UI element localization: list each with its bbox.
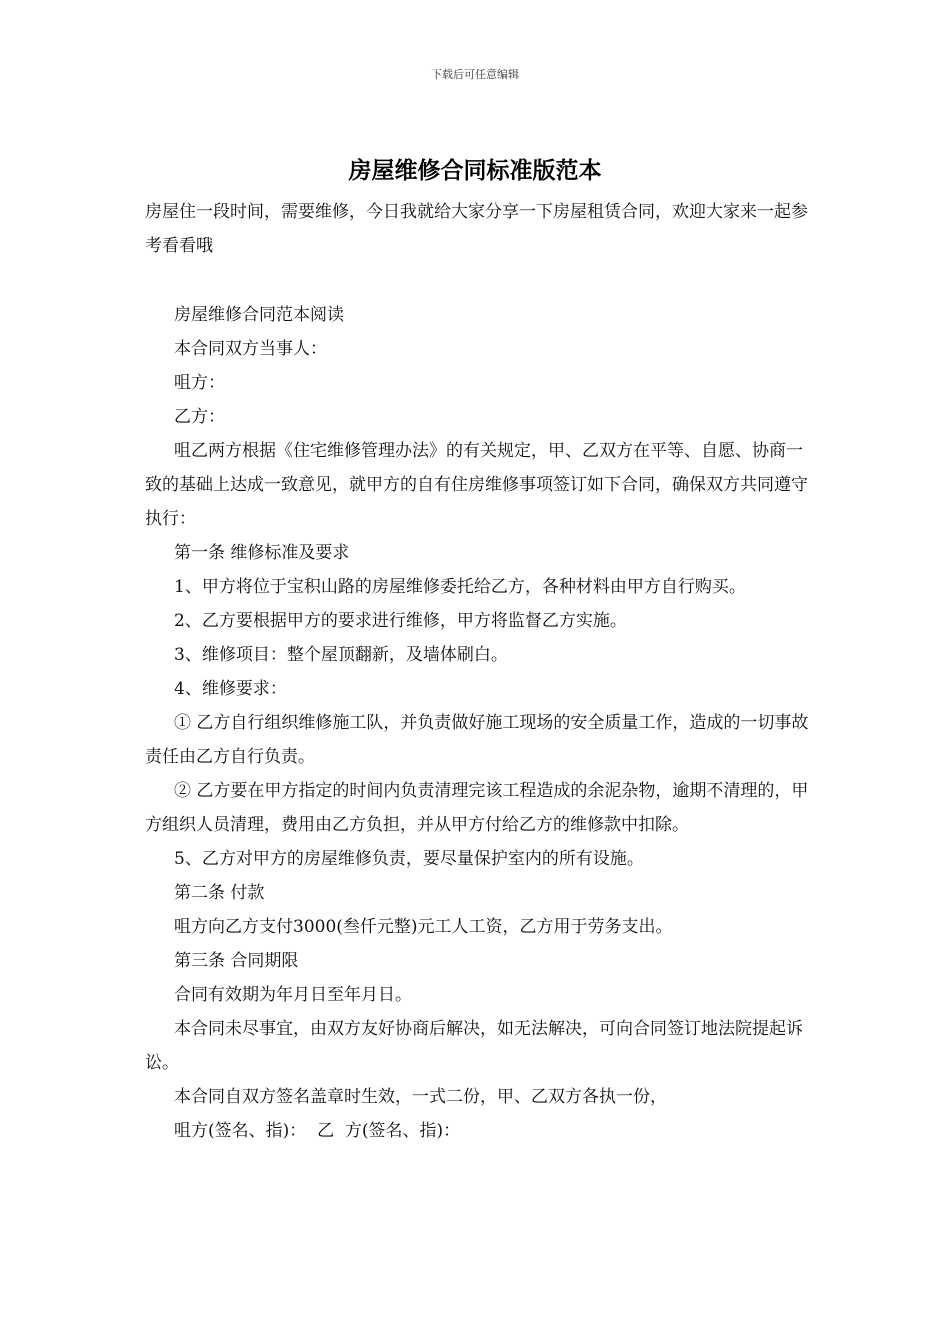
clause-4-item-2: ② 乙方要在甲方指定的时间内负责清理完该工程造成的余泥杂物，逾期不清理的，甲方组织人员清理，费用由乙方负担，并从甲方付给乙方的维修款中扣除。 (145, 781, 809, 835)
article-3-heading: 第三条 合同期限 (174, 951, 299, 971)
signature-line: 咀方(签名、指)： 乙 方(签名、指)： (174, 1121, 461, 1141)
effective-clause: 本合同自双方签名盖章时生效，一式二份，甲、乙双方各执一份， (174, 1087, 667, 1107)
clause-2: 2、乙方要根据甲方的要求进行维修，甲方将监督乙方实施。 (174, 611, 627, 631)
dispute-clause: 本合同未尽事宜，由双方友好协商后解决，如无法解决，可向合同签订地法院提起诉讼。 (145, 1019, 803, 1073)
preamble-paragraph: 咀乙两方根据《住宅维修管理办法》的有关规定，甲、乙双方在平等、自愿、协商一致的基础上达成一致意见，就甲方的自有住房维修事项签订如下合同，确保双方共同遵守执行： (145, 441, 808, 529)
document-body (145, 195, 810, 1148)
header-note: 下载后可任意编辑 (431, 68, 519, 81)
payment-clause: 咀方向乙方支付3000(叁仟元整)元工人工资，乙方用于劳务支出。 (174, 917, 673, 937)
parties-label: 本合同双方当事人： (174, 339, 327, 359)
clause-1: 1、甲方将位于宝积山路的房屋维修委托给乙方，各种材料由甲方自行购买。 (174, 577, 746, 597)
clause-4-item-1: ① 乙方自行组织维修施工队，并负责做好施工现场的安全质量工作，造成的一切事故责任由乙方自行负责。 (145, 713, 809, 767)
article-1-heading: 第一条 维修标准及要求 (174, 543, 350, 563)
term-clause: 合同有效期为年月日至年月日。 (174, 985, 412, 1005)
clause-4: 4、维修要求： (174, 679, 287, 699)
party-b-label: 乙方： (174, 407, 225, 427)
section-heading: 房屋维修合同范本阅读 (174, 305, 344, 325)
party-a-label: 咀方： (174, 373, 225, 393)
intro-paragraph: 房屋住一段时间，需要维修，今日我就给大家分享一下房屋租赁合同，欢迎大家来一起参考看看哦 (145, 202, 808, 256)
clause-3: 3、维修项目：整个屋顶翻新，及墙体刷白。 (174, 645, 508, 665)
article-2-heading: 第二条 付款 (174, 883, 265, 903)
clause-5: 5、乙方对甲方的房屋维修负责，要尽量保护室内的所有设施。 (174, 849, 644, 869)
document-title: 房屋维修合同标准版范本 (348, 157, 602, 184)
